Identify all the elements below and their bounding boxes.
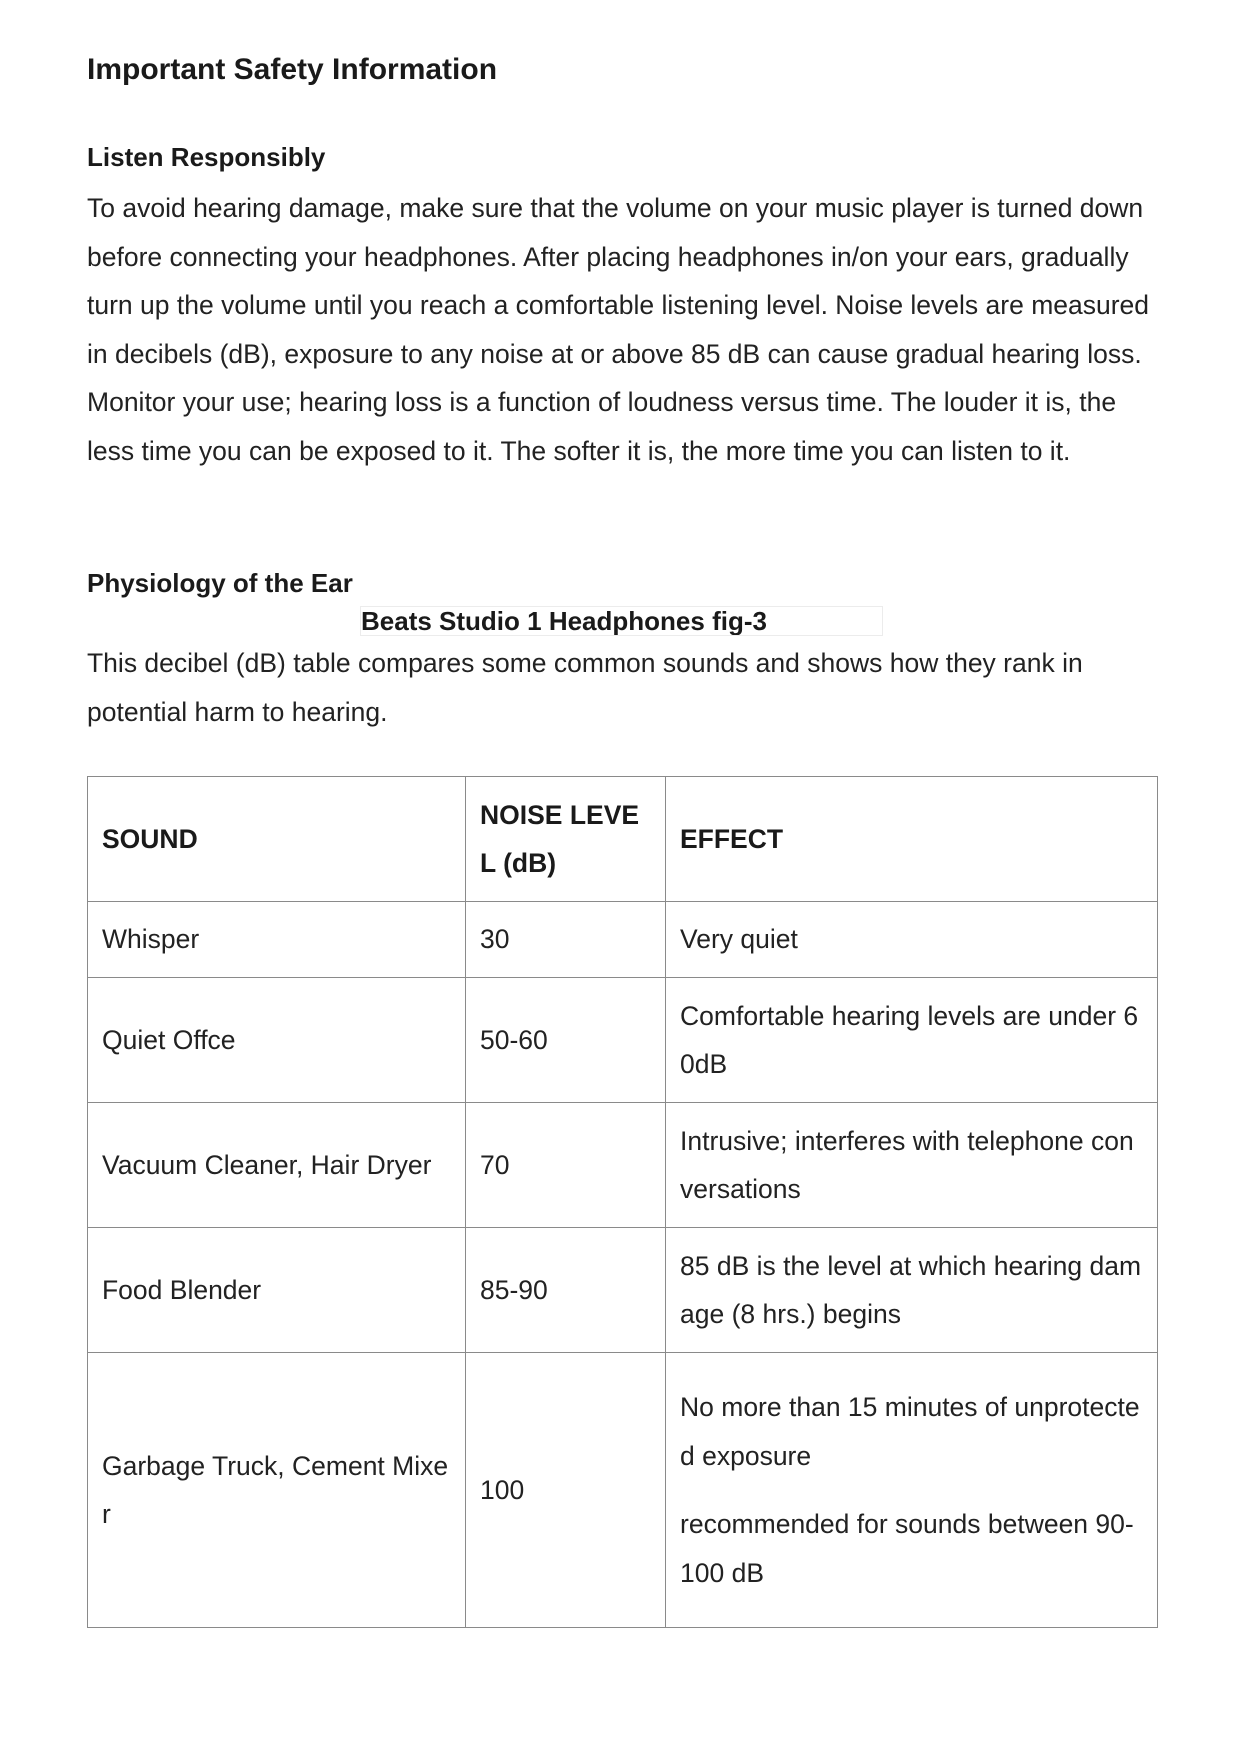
cell-effect <box>666 1353 1158 1628</box>
cell-effect: Comfortable hearing levels are under 60dB <box>666 978 1158 1103</box>
page-title: Important Safety Information <box>87 53 498 86</box>
table-row <box>88 1353 1158 1628</box>
cell-level: 85-90 <box>466 1228 666 1353</box>
header-effect: EFFECT <box>666 777 1158 902</box>
header-noise-level: NOISE LEVEL (dB) <box>466 777 666 902</box>
table-intro-paragraph: This decibel (dB) table compares some common sounds and shows how they rank in potential harm to hearing. <box>87 648 1083 727</box>
table-row <box>88 978 1158 1103</box>
cell-level: 70 <box>466 1103 666 1228</box>
table-row <box>88 1228 1158 1353</box>
cell-effect: 85 dB is the level at which hearing damage (8 hrs.) begins <box>666 1228 1158 1353</box>
cell-level: 100 <box>466 1353 666 1628</box>
cell-level: 50-60 <box>466 978 666 1103</box>
cell-sound: Quiet Offce <box>88 978 466 1103</box>
cell-effect-main: No more than 15 minutes of unprotected exposure <box>680 1392 1140 1471</box>
cell-effect: Intrusive; interferes with telephone conversations <box>666 1103 1158 1228</box>
cell-level: 30 <box>466 902 666 978</box>
listen-responsibly-heading: Listen Responsibly <box>87 142 326 172</box>
table-row <box>88 1103 1158 1228</box>
table-row <box>88 902 1158 978</box>
cell-effect-note: recommended for sounds between 90-100 dB <box>680 1509 1134 1588</box>
cell-sound: Whisper <box>88 902 466 978</box>
cell-sound: Vacuum Cleaner, Hair Dryer <box>88 1103 466 1228</box>
listen-responsibly-paragraph: To avoid hearing damage, make sure that the volume on your music player is turned down before connecting your headphones. After placing headphones in/on your ears, gradually turn up the volume until you reach a comfortable listening level. Noise levels are measured in decibels (dB), exposure to any noise at or above 85 dB can cause gradual hearing loss. Monitor your use; hearing loss is a function of loudness versus time. The louder it is, the less time you can be exposed to it. The softer it is, the more time you can listen to it. <box>87 193 1150 466</box>
figure-caption: Beats Studio 1 Headphones fig-3 <box>360 606 883 636</box>
physiology-heading: Physiology of the Ear <box>87 568 353 598</box>
cell-sound: Garbage Truck, Cement Mixer <box>88 1353 466 1628</box>
decibel-table <box>87 776 1158 1628</box>
cell-sound: Food Blender <box>88 1228 466 1353</box>
cell-effect: Very quiet <box>666 902 1158 978</box>
header-sound: SOUND <box>88 777 466 902</box>
table-header-row <box>88 777 1158 902</box>
